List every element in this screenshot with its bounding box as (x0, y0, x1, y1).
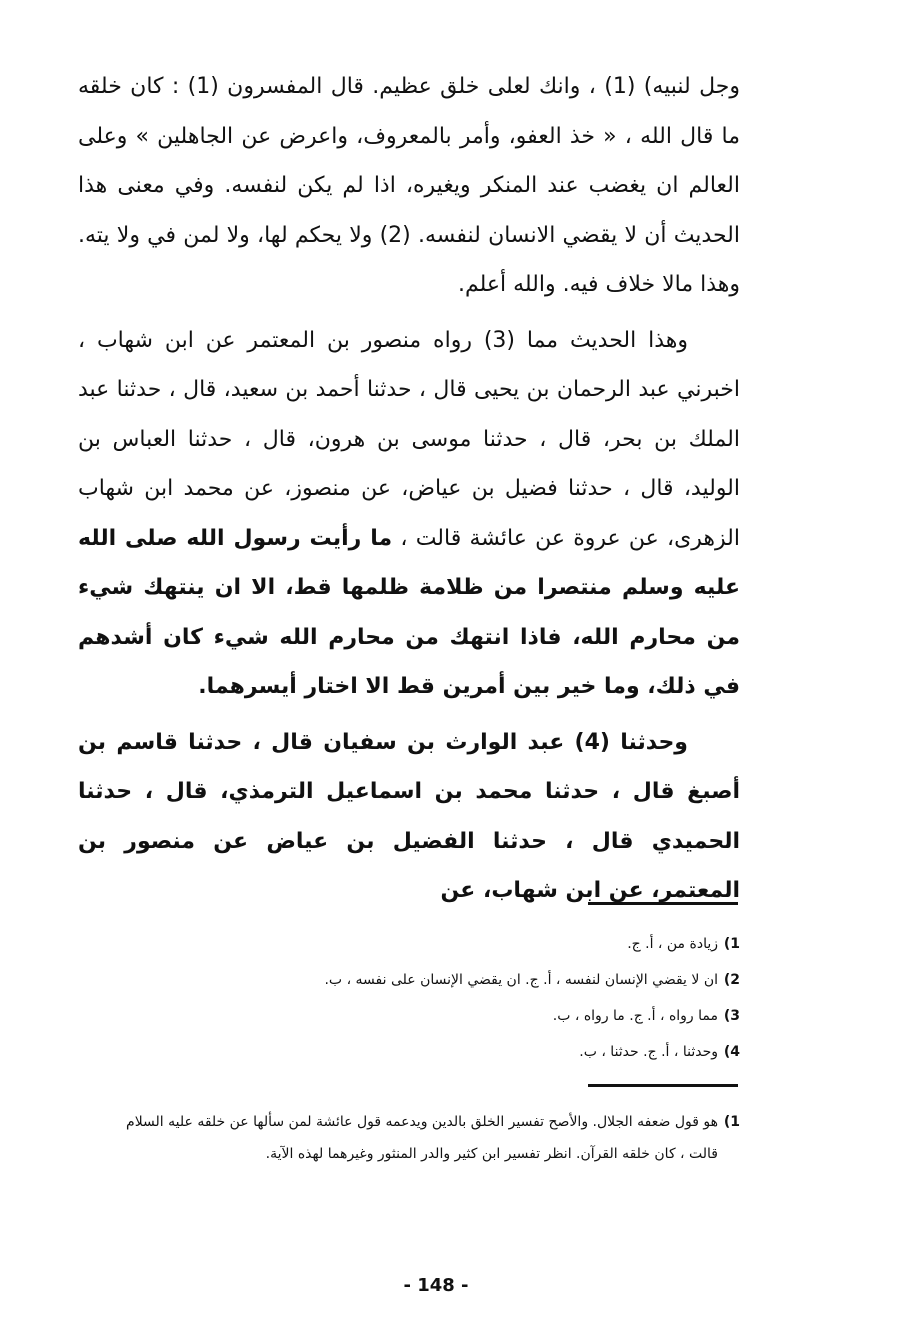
variants-separator-rule (588, 902, 738, 905)
main-text-block (78, 62, 740, 922)
variant-note-number: 3) (723, 1008, 740, 1024)
variant-note-text: ان لا يقضي الإنسان لنفسه ، أ. ج. ان يقضي الإنسان على نفسه ، ب. (324, 972, 718, 988)
variant-note (200, 1034, 740, 1070)
variant-note-number: 1) (723, 936, 740, 952)
paragraph-isnad-1 (78, 316, 740, 712)
paragraph-tafsir: وجل لنبيه) (1) ، وانك لعلى خلق عظيم. قال المفسرون (1) : كان خلقه ما قال الله ، « خذ العفو، وأمر بالمعروف، واعرض عن الجاهلين » وعلى العالم ان يغضب عند المنكر ويغيره، اذا لم يكن لنفسه. وفي معنى هذا الحديث أن لا يقضي الانسان لنفسه. (2) ولا يحكم لها، ولا لمن في ولا يته. وهذا مالا خلاف فيه. والله أعلم. (78, 74, 740, 297)
variant-note-text: وحدثنا ، أ. ج. حدثنا ، ب. (579, 1044, 718, 1060)
hadith-matn-text: ما رأيت رسول الله صلى الله عليه وسلم منتصرا من ظلامة ظلمها قط، الا ان ينتهك شيء من محارم الله، فاذا انتهك من محارم الله شيء كان أشدهم في ذلك، وما خير بين أمرين قط الا اختار أيسرهما. (78, 525, 740, 699)
variant-note-text: زيادة من ، أ. ج. (627, 936, 718, 952)
variant-note (200, 998, 740, 1034)
variant-notes-list (200, 926, 740, 1070)
paragraph-isnad-2: وحدثنا (4) عبد الوارث بن سفيان قال ، حدثنا قاسم بن أصبغ قال ، حدثنا محمد بن اسماعيل الترمذي، قال ، حدثنا الحميدي قال ، حدثنا الفضيل بن عياض عن منصور بن المعتمر، عن ابن شهاب، عن (78, 729, 740, 903)
commentary-note-number: 1) (723, 1114, 740, 1130)
isnad-chain-text: وهذا الحديث مما (3) رواه منصور بن المعتمر عن ابن شهاب ، اخبرني عبد الرحمان بن يحيى قال ، حدثنا أحمد بن سعيد، قال ، حدثنا عبد الملك بن بحر، قال ، حدثنا موسى بن هرون، قال ، حدثنا العباس بن الوليد، قال ، حدثنا فضيل بن عياض، عن منصوز، عن محمد ابن شهاب الزهرى، عن عروة عن عائشة قالت ، (78, 327, 740, 551)
variant-note (200, 962, 740, 998)
commentary-note-text: هو قول ضعفه الجلال. والأصح تفسير الخلق بالدين ويدعمه قول عائشة لمن سألها عن خلقه عليه السلام قالت ، كان خلقه القرآن. انظر تفسير ابن كثير والدر المنثور وغيرهما لهذه الآية. (126, 1114, 718, 1162)
footnote-separator-rule (588, 1084, 738, 1087)
variant-note-text: مما رواه ، أ. ج. ما رواه ، ب. (552, 1008, 718, 1024)
variant-note-number: 4) (723, 1044, 740, 1060)
variant-note (200, 926, 740, 962)
page-number: - 148 - (403, 1275, 469, 1296)
variant-note-number: 2) (723, 972, 740, 988)
commentary-note (96, 1106, 740, 1170)
commentary-footnotes (96, 1106, 740, 1170)
